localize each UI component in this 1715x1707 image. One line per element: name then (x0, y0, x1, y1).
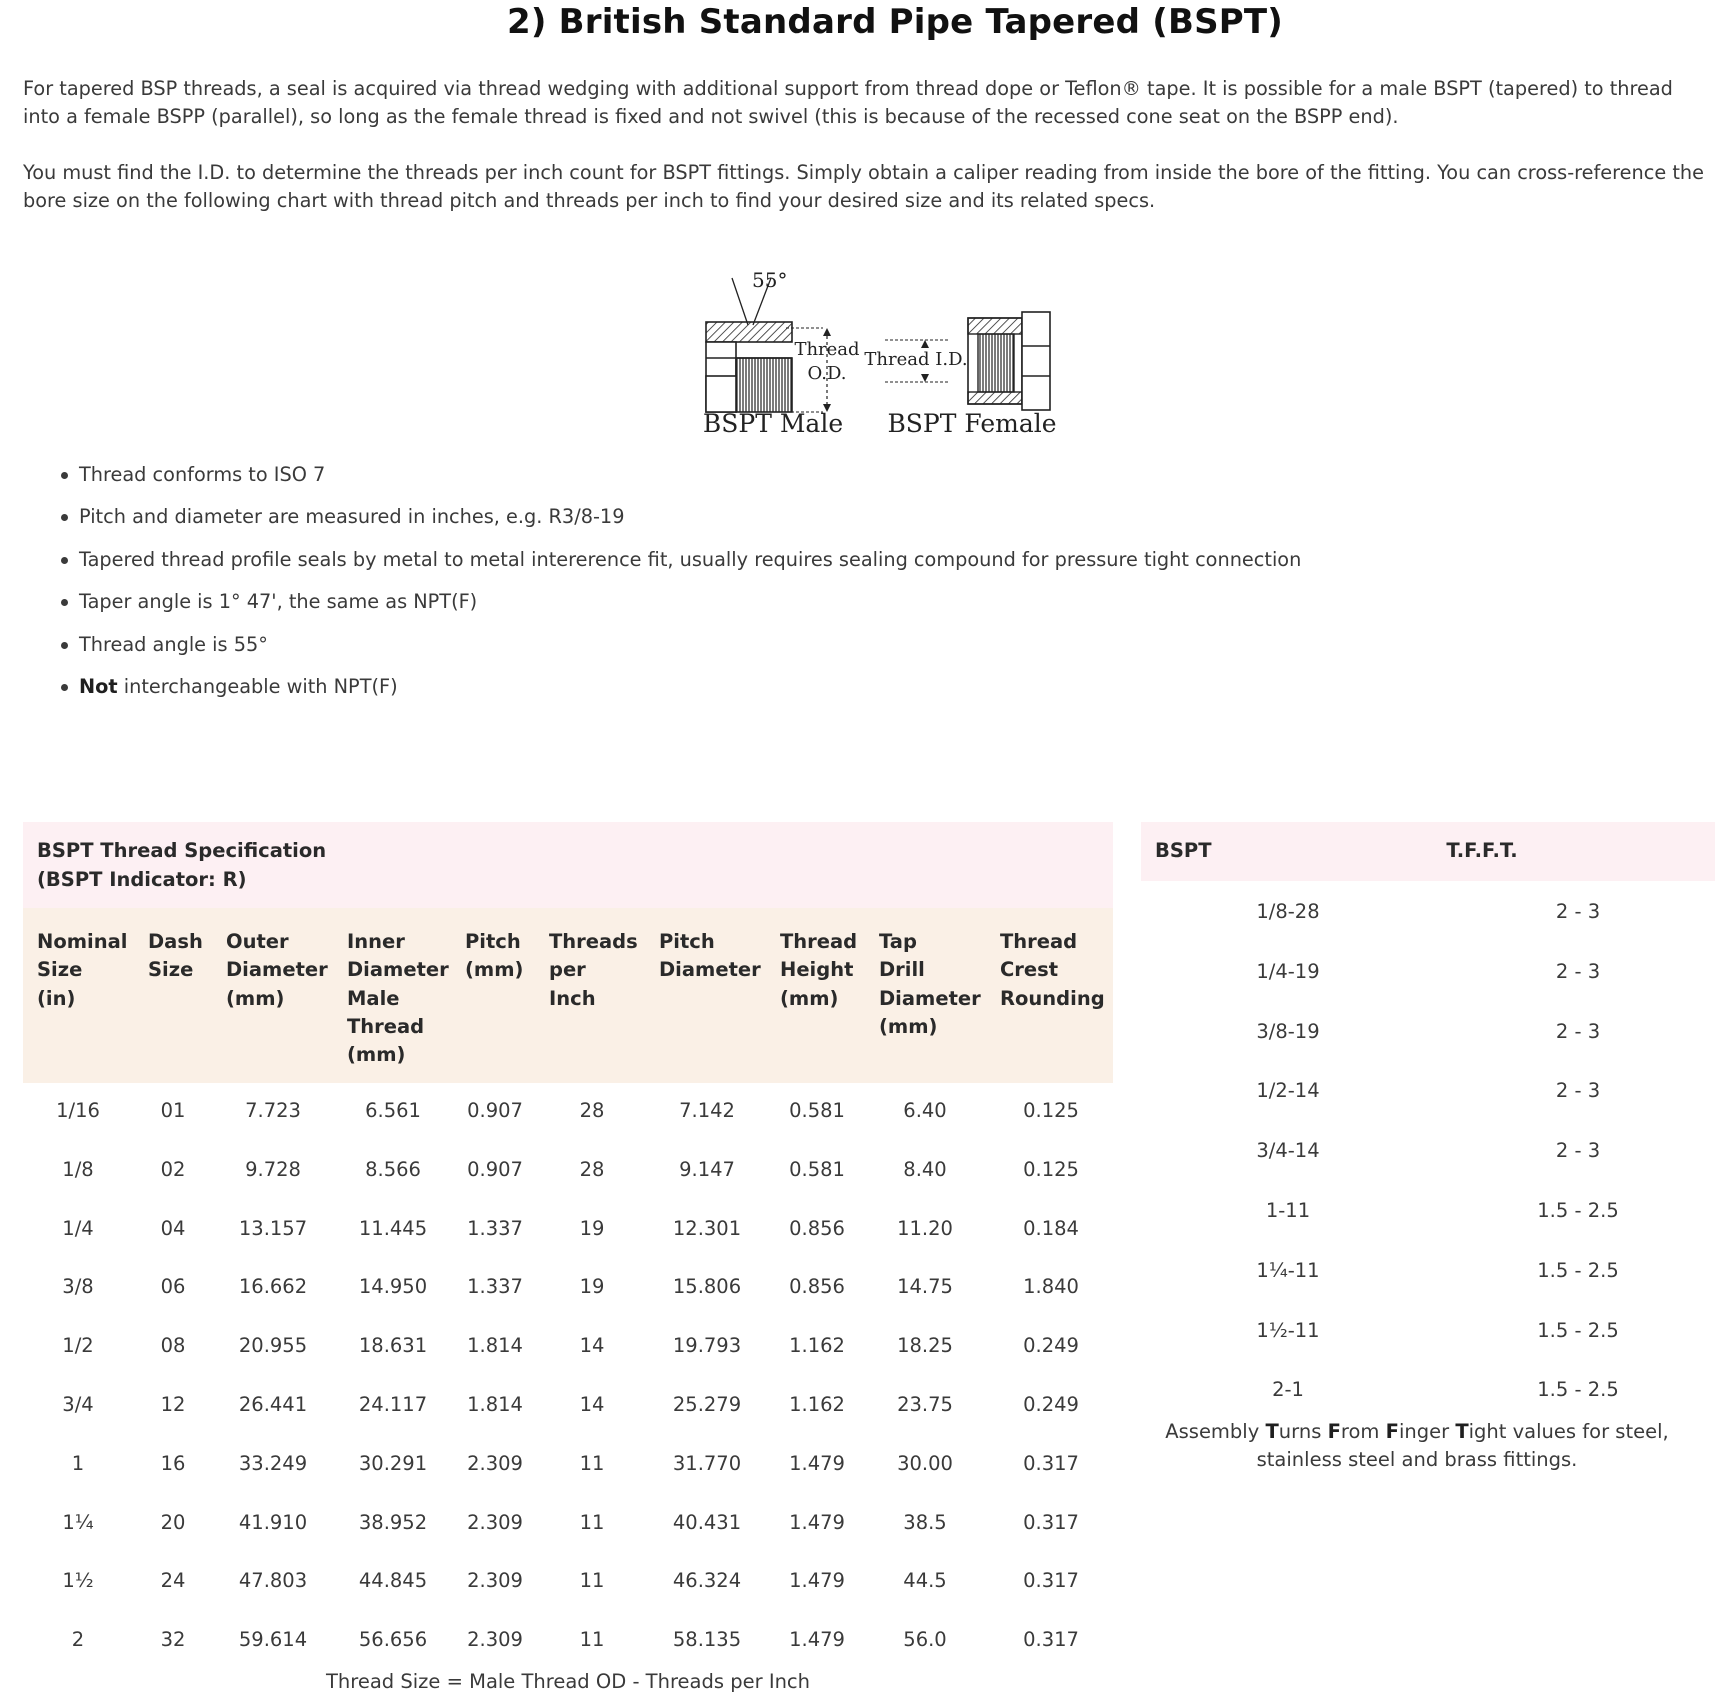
table-cell: 1½-11 (1256, 1318, 1320, 1342)
table-cell: 47.803 (238, 1569, 308, 1593)
table-cell: 11.445 (358, 1216, 428, 1240)
tfft-table (1141, 822, 1715, 1471)
list-item-text: Thread conforms to ISO 7 (79, 463, 326, 486)
table-cell: 1.162 (789, 1392, 845, 1416)
spec-caption-line1: BSPT Thread Specification (37, 839, 327, 862)
list-item (56, 503, 1301, 545)
table-cell: 0.317 (1023, 1451, 1079, 1475)
spec-column-header: Inner Diameter Male Thread (mm) (347, 930, 449, 1067)
table-cell: 1/8 (62, 1157, 94, 1181)
angle-line-left (732, 278, 748, 325)
table-cell: 26.441 (238, 1392, 308, 1416)
table-cell: 12.301 (672, 1216, 742, 1240)
table-cell: 28 (579, 1157, 605, 1181)
table-cell: 1.5 - 2.5 (1537, 1318, 1619, 1342)
table-cell: 2 (71, 1628, 85, 1652)
angle-label: 55° (752, 268, 788, 292)
spec-column-header: Pitch Diameter (659, 930, 761, 982)
table-cell: 28 (579, 1099, 605, 1122)
table-cell: 6.561 (365, 1099, 421, 1122)
table-cell: 02 (160, 1157, 186, 1181)
table-cell: 2.309 (467, 1451, 523, 1475)
table-cell: 14.75 (897, 1275, 953, 1299)
table-row (23, 1553, 1113, 1612)
table-cell: 9.728 (245, 1157, 301, 1181)
table-cell: 3/4 (62, 1392, 94, 1416)
thread-diagram-svg (700, 262, 1065, 444)
table-cell: 41.910 (238, 1510, 308, 1534)
list-item (56, 546, 1301, 588)
table-cell: 11 (579, 1628, 605, 1652)
table-cell: 20 (160, 1510, 186, 1534)
table-cell: 12 (160, 1392, 186, 1416)
table-cell: 59.614 (238, 1628, 308, 1652)
table-cell: 18.25 (897, 1334, 953, 1358)
table-cell: 13.157 (238, 1216, 308, 1240)
table-cell: 1.337 (467, 1216, 523, 1240)
table-cell: 1.479 (789, 1510, 845, 1534)
tfft-table-header (1141, 822, 1715, 881)
bullet-icon (61, 472, 68, 479)
list-item (56, 673, 1301, 715)
table-cell: 1¼ (62, 1510, 94, 1534)
table-cell: 2.309 (467, 1628, 523, 1652)
intro-paragraph: For tapered BSP threads, a seal is acquired via thread wedging with additional support from thread dope or Teflon® tape. It is possible for a male BSPT (tapered) to thread into a female BSPP (parallel), so long as the female thread is fixed and not swivel (this is because of the recessed cone seat on the BSPP end). (23, 77, 1673, 128)
id-paragraph: You must find the I.D. to determine the threads per inch count for BSPT fittings. Simply obtain a caliper reading from inside the bore of the fitting. You can cross-reference the bore size on the following chart with thread pitch and threads per inch to find your desired size and its related specs. (23, 161, 1704, 212)
table-cell: 1.479 (789, 1569, 845, 1593)
list-item (56, 631, 1301, 673)
bullet-icon (61, 642, 68, 649)
table-cell: 25.279 (672, 1392, 742, 1416)
table-cell: 1.814 (467, 1392, 523, 1416)
table-cell: 0.125 (1023, 1157, 1079, 1181)
table-cell: 16.662 (238, 1275, 308, 1299)
table-cell: 1/2 (62, 1334, 94, 1358)
tfft-header-bspt: BSPT (1155, 839, 1212, 862)
table-cell: 08 (160, 1334, 186, 1358)
table-cell: 1.840 (1023, 1275, 1079, 1299)
table-row (23, 1142, 1113, 1201)
table-row (23, 1259, 1113, 1318)
male-label: BSPT Male (702, 409, 844, 438)
table-cell: 1/8-28 (1256, 900, 1320, 923)
table-row (23, 1083, 1113, 1142)
list-item-text: Pitch and diameter are measured in inches, e.g. R3/8-19 (79, 505, 625, 529)
table-cell: 0.184 (1023, 1216, 1079, 1240)
table-row (1141, 1060, 1715, 1120)
table-cell: 56.656 (358, 1628, 428, 1652)
table-cell: 44.5 (903, 1569, 947, 1593)
table-cell: 46.324 (672, 1569, 742, 1593)
table-row (1141, 1240, 1715, 1300)
male-fitting (706, 322, 792, 412)
spec-column-header: Outer Diameter (mm) (226, 930, 328, 1010)
list-item-text: interchangeable with NPT(F) (117, 674, 398, 698)
table-cell: 30.00 (897, 1451, 953, 1475)
table-cell: 9.147 (679, 1157, 735, 1181)
table-row (23, 1495, 1113, 1554)
table-cell: 14 (579, 1392, 605, 1416)
table-cell: 0.125 (1023, 1099, 1079, 1122)
table-cell: 0.249 (1023, 1334, 1079, 1358)
table-cell: 58.135 (672, 1628, 742, 1652)
table-cell: 1/4-19 (1256, 959, 1320, 983)
tfft-header-tfft: T.F.F.T. (1446, 839, 1518, 862)
table-cell: 8.566 (365, 1157, 421, 1181)
table-cell: 0.249 (1023, 1392, 1079, 1416)
list-item-text: Thread angle is 55° (79, 632, 268, 656)
table-cell: 19 (579, 1216, 605, 1240)
table-cell: 0.581 (789, 1157, 845, 1181)
id-label: Thread I.D. (864, 349, 968, 370)
table-row (1141, 1300, 1715, 1360)
table-cell: 0.856 (789, 1275, 845, 1299)
table-cell: 7.723 (245, 1099, 301, 1122)
table-cell: 1½ (62, 1569, 94, 1593)
table-cell: 19 (579, 1275, 605, 1299)
table-cell: 06 (160, 1275, 186, 1299)
spec-column-header: Nominal Size (in) (37, 930, 128, 1010)
spec-column-header: Thread Crest Rounding (1000, 930, 1105, 1010)
table-row (23, 1436, 1113, 1495)
table-cell: 19.793 (672, 1334, 742, 1358)
table-cell: 23.75 (897, 1392, 953, 1416)
table-cell: 3/8 (62, 1275, 94, 1299)
feature-list (56, 461, 1301, 715)
spec-column-header: Threads per Inch (549, 930, 638, 1010)
table-row (1141, 1359, 1715, 1419)
table-cell: 1-11 (1265, 1198, 1311, 1222)
table-cell: 6.40 (903, 1099, 947, 1122)
table-cell: 2 - 3 (1555, 1079, 1601, 1103)
spec-column-header: Dash Size (148, 930, 203, 982)
table-cell: 11 (579, 1510, 605, 1534)
table-cell: 32 (160, 1628, 186, 1652)
table-cell: 0.317 (1023, 1628, 1079, 1652)
table-cell: 2 - 3 (1555, 900, 1601, 923)
table-cell: 1/2-14 (1256, 1079, 1320, 1103)
tfft-table-body (1141, 881, 1715, 1419)
table-cell: 2.309 (467, 1569, 523, 1593)
table-cell: 1/16 (56, 1099, 100, 1122)
table-row (1141, 1180, 1715, 1240)
table-cell: 14 (579, 1334, 605, 1358)
table-cell: 1.337 (467, 1275, 523, 1299)
table-row (23, 1318, 1113, 1377)
table-cell: 38.952 (358, 1510, 428, 1534)
bullet-icon (61, 599, 68, 606)
table-cell: 1.5 - 2.5 (1537, 1198, 1619, 1222)
spec-table (23, 822, 1113, 1693)
spec-table-header (23, 908, 1113, 1083)
tfft-table-note: Assembly Turns From Finger Tight values for steel, stainless steel and brass fittings. (1165, 1420, 1669, 1471)
table-cell: 1/4 (62, 1216, 94, 1240)
list-item (56, 461, 1301, 503)
female-fitting (968, 312, 1050, 410)
table-cell: 1.479 (789, 1451, 845, 1475)
list-item (56, 588, 1301, 630)
table-cell: 18.631 (358, 1334, 428, 1358)
bspt-diagram (700, 262, 1065, 444)
table-row (23, 1377, 1113, 1436)
table-cell: 1.479 (789, 1628, 845, 1652)
table-cell: 3/8-19 (1256, 1019, 1320, 1043)
table-cell: 7.142 (679, 1099, 735, 1122)
bullet-icon (61, 684, 68, 691)
table-cell: 14.950 (358, 1275, 428, 1299)
table-cell: 30.291 (358, 1451, 428, 1475)
table-cell: 0.317 (1023, 1510, 1079, 1534)
table-cell: 33.249 (238, 1451, 308, 1475)
table-cell: 2 - 3 (1555, 959, 1601, 983)
table-row (1141, 1120, 1715, 1180)
table-cell: 38.5 (903, 1510, 947, 1534)
table-cell: 11 (579, 1569, 605, 1593)
table-cell: 04 (160, 1216, 186, 1240)
table-cell: 01 (160, 1099, 186, 1122)
table-cell: 15.806 (672, 1275, 742, 1299)
table-cell: 0.907 (467, 1157, 523, 1181)
bullet-icon (61, 514, 68, 521)
table-cell: 16 (160, 1451, 186, 1475)
table-cell: 20.955 (238, 1334, 308, 1358)
table-row (1141, 941, 1715, 1001)
table-cell: 0.856 (789, 1216, 845, 1240)
table-cell: 1¼-11 (1256, 1258, 1320, 1282)
table-cell: 0.581 (789, 1099, 845, 1122)
table-cell: 40.431 (672, 1510, 742, 1534)
table-row (23, 1201, 1113, 1260)
table-cell: 31.770 (672, 1451, 742, 1475)
spec-column-header: Pitch (mm) (465, 930, 524, 982)
spec-table-caption (23, 822, 1113, 908)
table-cell: 1 (71, 1451, 85, 1475)
table-cell: 11.20 (897, 1216, 953, 1240)
table-cell: 3/4-14 (1256, 1139, 1320, 1163)
table-cell: 1.5 - 2.5 (1537, 1378, 1619, 1402)
table-cell: 24.117 (358, 1392, 428, 1416)
spec-table-note: Thread Size = Male Thread OD - Threads per Inch (325, 1670, 811, 1693)
table-cell: 2 - 3 (1555, 1139, 1601, 1163)
spec-column-header: Tap Drill Diameter (mm) (879, 930, 981, 1038)
table-cell: 0.317 (1023, 1569, 1079, 1593)
spec-caption-line2: (BSPT Indicator: R) (37, 868, 247, 891)
table-row (1141, 1001, 1715, 1061)
od-label-2: O.D. (807, 363, 847, 384)
table-cell: 1.162 (789, 1334, 845, 1358)
page-title: 2) British Standard Pipe Tapered (BSPT) (506, 2, 1284, 42)
female-label: BSPT Female (887, 409, 1057, 438)
table-row (23, 1612, 1113, 1671)
table-cell: 2 - 3 (1555, 1019, 1601, 1043)
table-cell: 1.5 - 2.5 (1537, 1258, 1619, 1282)
list-item-text: Tapered thread profile seals by metal to metal intererence fit, usually requires sealing compound for pressure tight connection (79, 547, 1302, 571)
table-cell: 56.0 (903, 1628, 947, 1652)
spec-table-body (23, 1083, 1113, 1671)
table-cell: 11 (579, 1451, 605, 1475)
table-cell: 0.907 (467, 1099, 523, 1122)
table-cell: 8.40 (903, 1157, 947, 1181)
bullet-icon (61, 557, 68, 564)
list-item-text: Taper angle is 1° 47', the same as NPT(F) (79, 590, 478, 614)
table-row (1141, 881, 1715, 941)
table-cell: 24 (160, 1569, 186, 1593)
table-cell: 44.845 (358, 1569, 428, 1593)
table-cell: 2.309 (467, 1510, 523, 1534)
table-cell: 2-1 (1272, 1378, 1304, 1402)
od-label-1: Thread (794, 339, 860, 360)
table-cell: 1.814 (467, 1334, 523, 1358)
spec-column-header: Thread Height (mm) (780, 930, 858, 1010)
list-item-bold: Not (79, 674, 118, 698)
